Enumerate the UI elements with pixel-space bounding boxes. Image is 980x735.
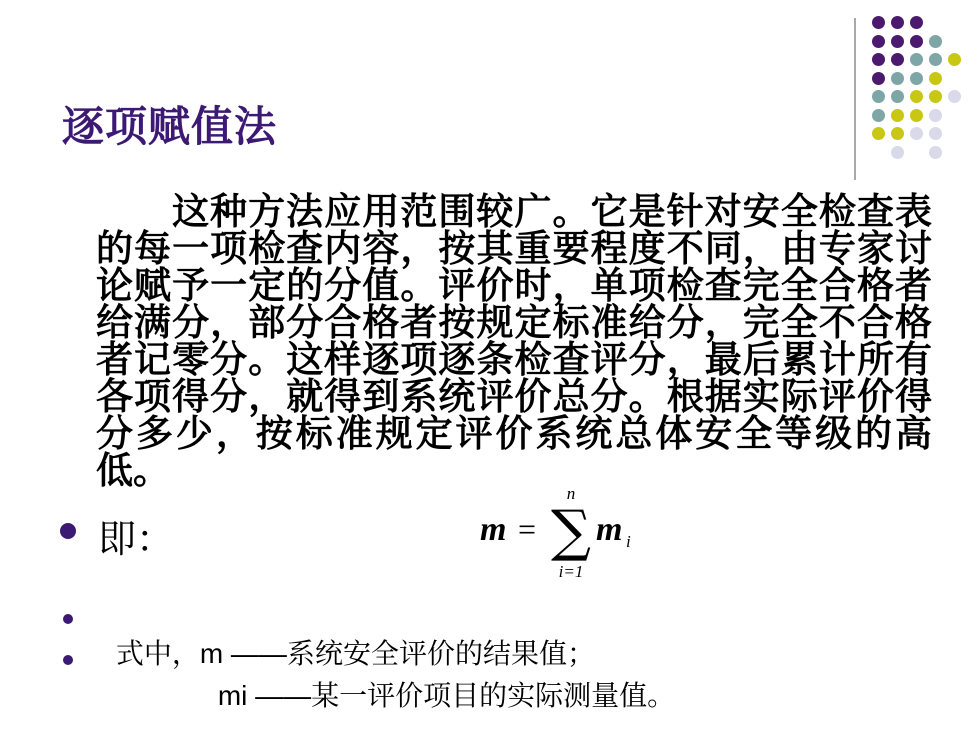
bullet-icon [60,523,76,539]
decorative-dot [872,72,885,85]
decorative-dot [891,72,904,85]
formula-intro: 即： [98,517,175,561]
decorative-dot [891,109,904,122]
decorative-dot [910,127,923,140]
formula-equals: = [518,511,537,547]
note-line-2 [200,641,675,714]
decorative-dot [929,53,942,66]
decorative-dot [891,16,904,29]
note2-symbol: mi [217,680,248,711]
page-title: 逐项赋值法 [62,102,278,151]
bullet-icon [63,614,73,624]
bullet-icon [63,655,73,665]
note1-symbol: m [199,638,224,669]
decorative-dot [891,90,904,103]
summation-formula [476,480,646,585]
decorative-dot [891,146,904,159]
formula-upper-limit: n [566,484,576,503]
body-paragraph: 这种方法应用范围较广。它是针对安全检查表的每一项检查内容，按其重要程度不同，由专家讨论赋予一定的分值。评价时，单项检查完全合格者给满分，部分合格者按规定标准给分，完全不合格者记零分。这样逐项逐条检查评分，最后累计所有各项得分，就得到系统评价总分。根据实际评价得分多少，按标准规定评价系统总体安全等级的高低。 [96,190,932,492]
decorative-dot [929,90,942,103]
decorative-dot [910,109,923,122]
decorative-dot [872,53,885,66]
decorative-dot [948,53,961,66]
decorative-dot [929,146,942,159]
decorative-dot-grid [872,16,980,162]
note1-prefix: 式中， [115,637,200,670]
decorative-dot [910,90,923,103]
note2-dash: —— [247,680,312,711]
decorative-dot [872,109,885,122]
formula-term-subscript: i [626,532,631,551]
decorative-dot [910,16,923,29]
decorative-dot [872,35,885,48]
note2-text: 某一评价项目的实际测量值。 [311,679,676,712]
decorative-dot [910,53,923,66]
decorative-dot [929,72,942,85]
decorative-dot [929,109,942,122]
decorative-dot [910,72,923,85]
decorative-dot [872,127,885,140]
decorative-dot [948,90,961,103]
decorative-dot [929,35,942,48]
note1-text: 系统安全评价的结果值； [286,637,595,670]
decorative-divider [854,18,856,180]
formula-lower-limit: i=1 [558,562,584,581]
formula-term: m [596,511,623,548]
formula-lhs: m [480,511,507,548]
sigma-icon: ∑ [551,499,591,564]
decorative-dot [891,35,904,48]
decorative-dot [910,35,923,48]
decorative-dot [891,53,904,66]
decorative-dot [891,127,904,140]
decorative-dot [929,127,942,140]
decorative-dot [872,16,885,29]
note1-dash: —— [223,638,287,669]
decorative-dot [872,90,885,103]
